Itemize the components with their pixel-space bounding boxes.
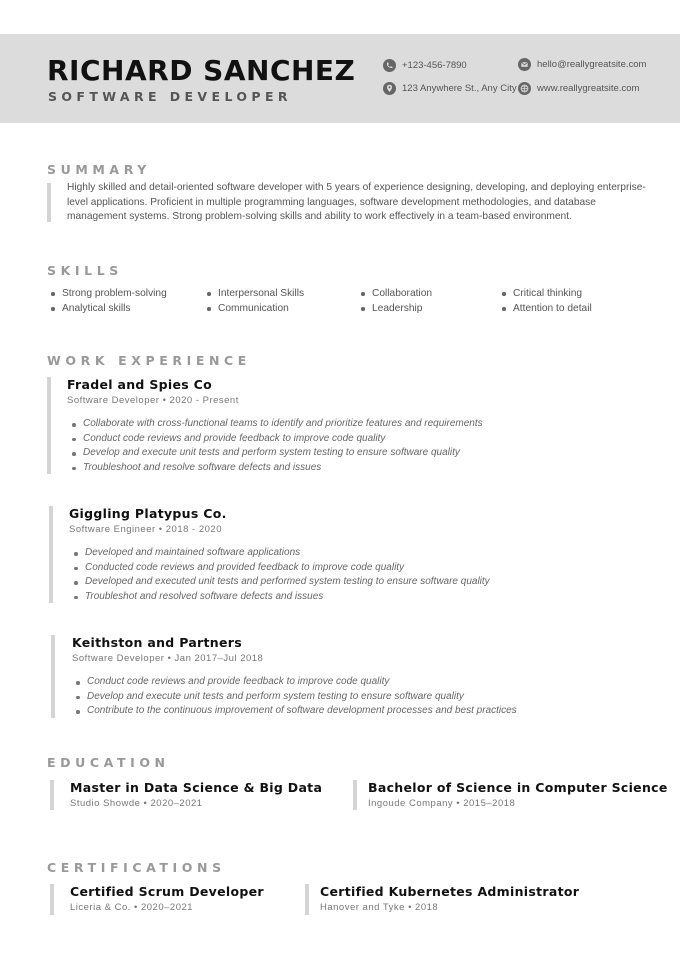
skill-item: Communication: [204, 301, 304, 316]
education-degree: Bachelor of Science in Computer Science: [368, 780, 668, 795]
job-meta: Software Developer • Jan 2017–Jul 2018: [72, 653, 264, 664]
contact-address: [383, 82, 517, 95]
skill-item: Attention to detail: [499, 301, 592, 316]
job-meta: Software Developer • 2020 - Present: [67, 395, 239, 406]
phone-text: +123-456-7890: [402, 60, 467, 71]
job-bullet: Contribute to the continuous improvement of software development processes and best practices: [73, 704, 517, 719]
job-company: Keithston and Partners: [72, 635, 242, 650]
resume-header: [0, 34, 680, 123]
certification-meta: Hanover and Tyke • 2018: [320, 902, 439, 913]
skill-item: Interpersonal Skills: [204, 286, 304, 301]
job-bullet: Developed and executed unit tests and performed system testing to ensure software quality: [71, 575, 490, 590]
education-meta: Ingoude Company • 2015–2018: [368, 798, 516, 809]
skills-column-4: [499, 286, 592, 316]
globe-icon: [518, 82, 531, 95]
candidate-name: RICHARD SANCHEZ: [47, 54, 356, 87]
experience-heading: WORK EXPERIENCE: [47, 353, 251, 368]
phone-icon: [383, 59, 396, 72]
skills-column-1: [48, 286, 167, 316]
contact-email[interactable]: [518, 58, 646, 71]
skill-item: Critical thinking: [499, 286, 592, 301]
job-bullets: [71, 546, 490, 604]
job-bullet: Troubleshot and resolved software defects and issues: [71, 590, 490, 605]
certification-name: Certified Kubernetes Administrator: [320, 884, 580, 899]
summary-heading: SUMMARY: [47, 162, 151, 177]
job-bullet: Conduct code reviews and provide feedback to improve code quality: [69, 432, 483, 447]
job-bar: [51, 635, 55, 718]
summary-bar: [47, 183, 51, 222]
certifications-heading: CERTIFICATIONS: [47, 860, 226, 875]
contact-website[interactable]: [518, 82, 639, 95]
skills-column-3: [358, 286, 432, 316]
education-meta: Studio Showde • 2020–2021: [70, 798, 203, 809]
job-bar: [47, 377, 51, 474]
summary-text: Highly skilled and detail-oriented software developer with 5 years of experience designing, developing, and deploying enterprise-level applications. Proficient in multiple programming languages, software development methodologies, and database management systems. Strong problem-solving skills and ability to work effectively in a team-based environment.: [67, 182, 646, 223]
envelope-icon: [518, 58, 531, 71]
skills-heading: SKILLS: [47, 263, 123, 278]
job-bullet: Troubleshoot and resolve software defects and issues: [69, 461, 483, 476]
skill-item: Leadership: [358, 301, 432, 316]
job-bullet: Conduct code reviews and provide feedback to improve code quality: [73, 675, 517, 690]
skill-item: Analytical skills: [48, 301, 167, 316]
email-text[interactable]: hello@reallygreatsite.com: [537, 59, 647, 70]
skill-item: Collaboration: [358, 286, 432, 301]
job-bullets: [69, 417, 483, 475]
job-meta: Software Engineer • 2018 - 2020: [69, 524, 222, 535]
certification-bar: [305, 884, 309, 915]
job-bullet: Developed and maintained software applications: [71, 546, 490, 561]
job-bar: [49, 506, 53, 603]
skills-column-2: [204, 286, 304, 316]
job-company: Giggling Platypus Co.: [69, 506, 227, 521]
skill-item: Strong problem-solving: [48, 286, 167, 301]
job-company: Fradel and Spies Co: [67, 377, 213, 392]
location-pin-icon: [383, 82, 396, 95]
website-text[interactable]: www.reallygreatsite.com: [537, 83, 640, 94]
education-bar: [353, 780, 357, 810]
certification-meta: Liceria & Co. • 2020–2021: [70, 902, 194, 913]
job-bullet: Conducted code reviews and provided feedback to improve code quality: [71, 561, 490, 576]
contact-phone: [383, 59, 467, 72]
education-bar: [50, 780, 54, 810]
job-bullet: Collaborate with cross-functional teams to identify and prioritize features and requirements: [69, 417, 483, 432]
education-heading: EDUCATION: [47, 755, 170, 770]
candidate-role: SOFTWARE DEVELOPER: [48, 89, 292, 104]
job-bullet: Develop and execute unit tests and perform system testing to ensure software quality: [73, 690, 517, 705]
certification-name: Certified Scrum Developer: [70, 884, 264, 899]
job-bullets: [73, 675, 517, 719]
address-text: 123 Anywhere St., Any City: [402, 83, 517, 94]
job-bullet: Develop and execute unit tests and perform system testing to ensure software quality: [69, 446, 483, 461]
education-degree: Master in Data Science & Big Data: [70, 780, 323, 795]
certification-bar: [50, 884, 54, 915]
